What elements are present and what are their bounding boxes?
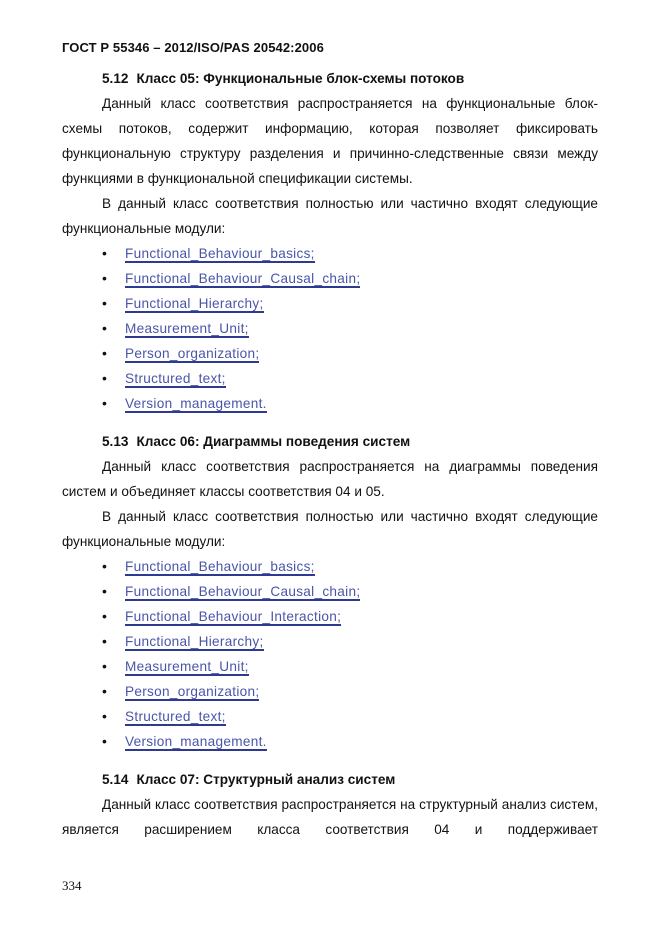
bullet-icon: •	[102, 658, 107, 674]
list-item	[62, 704, 598, 729]
module-link[interactable]: Functional_Behaviour_Causal_chain;	[125, 584, 361, 599]
bullet-icon: •	[102, 633, 107, 649]
module-link[interactable]: Functional_Behaviour_Causal_chain;	[125, 271, 361, 286]
bullet-icon: •	[102, 345, 107, 361]
list-item	[62, 729, 598, 754]
paragraph: В данный класс соответствия полностью или частично входят следующие функциональные модули:	[62, 196, 598, 236]
list-item	[62, 604, 598, 629]
list-item	[62, 654, 598, 679]
section-title: Класс 07: Структурный анализ систем	[136, 772, 396, 787]
section-number: 5.13	[102, 434, 129, 449]
module-link[interactable]: Measurement_Unit;	[125, 321, 249, 336]
paragraph: В данный класс соответствия полностью или частично входят следующие функциональные модули:	[62, 509, 598, 549]
section-heading	[62, 767, 598, 792]
bullet-icon: •	[102, 708, 107, 724]
bullet-icon: •	[102, 245, 107, 261]
section-5-14	[62, 767, 598, 842]
bullet-icon: •	[102, 395, 107, 411]
bullet-icon: •	[102, 320, 107, 336]
bullet-icon: •	[102, 270, 107, 286]
bullet-icon: •	[102, 558, 107, 574]
bullet-icon: •	[102, 295, 107, 311]
module-link[interactable]: Functional_Behaviour_basics;	[125, 246, 315, 261]
module-link[interactable]: Version_management.	[125, 734, 267, 749]
module-link[interactable]: Person_organization;	[125, 684, 260, 699]
module-list	[62, 554, 598, 754]
section-gap	[62, 754, 598, 767]
list-item	[62, 629, 598, 654]
list-item	[62, 341, 598, 366]
section-5-13	[62, 429, 598, 754]
section-heading	[62, 429, 598, 454]
list-item	[62, 554, 598, 579]
module-link[interactable]: Functional_Behaviour_basics;	[125, 559, 315, 574]
section-heading	[62, 66, 598, 91]
module-link[interactable]: Version_management.	[125, 396, 267, 411]
list-item	[62, 679, 598, 704]
module-link[interactable]: Functional_Hierarchy;	[125, 296, 264, 311]
bullet-icon: •	[102, 370, 107, 386]
list-item	[62, 241, 598, 266]
bullet-icon: •	[102, 608, 107, 624]
list-item	[62, 366, 598, 391]
list-item	[62, 266, 598, 291]
bullet-icon: •	[102, 733, 107, 749]
page-number: 334	[62, 878, 82, 893]
list-item	[62, 316, 598, 341]
paragraph: Данный класс соответствия распространяется на функциональные блок-схемы потоков, содержит информацию, которая позволяет фиксировать функциональную структуру разделения и причинно-следственные связи между функциями в функциональной спецификации системы.	[62, 96, 598, 186]
paragraph: Данный класс соответствия распространяется на диаграммы поведения систем и объединяет классы соответствия 04 и 05.	[62, 459, 598, 499]
document-body	[62, 66, 598, 842]
bullet-icon: •	[102, 583, 107, 599]
module-link[interactable]: Measurement_Unit;	[125, 659, 249, 674]
paragraph: Данный класс соответствия распространяется на структурный анализ систем, является расширением класса соответствия 04 и поддерживает	[62, 797, 598, 837]
section-5-12	[62, 66, 598, 416]
bullet-icon: •	[102, 683, 107, 699]
module-link[interactable]: Person_organization;	[125, 346, 260, 361]
section-title: Класс 06: Диаграммы поведения систем	[136, 434, 411, 449]
module-list	[62, 241, 598, 416]
module-link[interactable]: Functional_Hierarchy;	[125, 634, 264, 649]
module-link[interactable]: Functional_Behaviour_Interaction;	[125, 609, 342, 624]
section-gap	[62, 416, 598, 429]
section-title: Класс 05: Функциональные блок-схемы потоков	[136, 71, 465, 86]
module-link[interactable]: Structured_text;	[125, 709, 226, 724]
list-item	[62, 391, 598, 416]
document-header: ГОСТ Р 55346 – 2012/ISO/PAS 20542:2006	[62, 40, 324, 55]
module-link[interactable]: Structured_text;	[125, 371, 226, 386]
section-number: 5.12	[102, 71, 129, 86]
section-number: 5.14	[102, 772, 129, 787]
list-item	[62, 291, 598, 316]
list-item	[62, 579, 598, 604]
